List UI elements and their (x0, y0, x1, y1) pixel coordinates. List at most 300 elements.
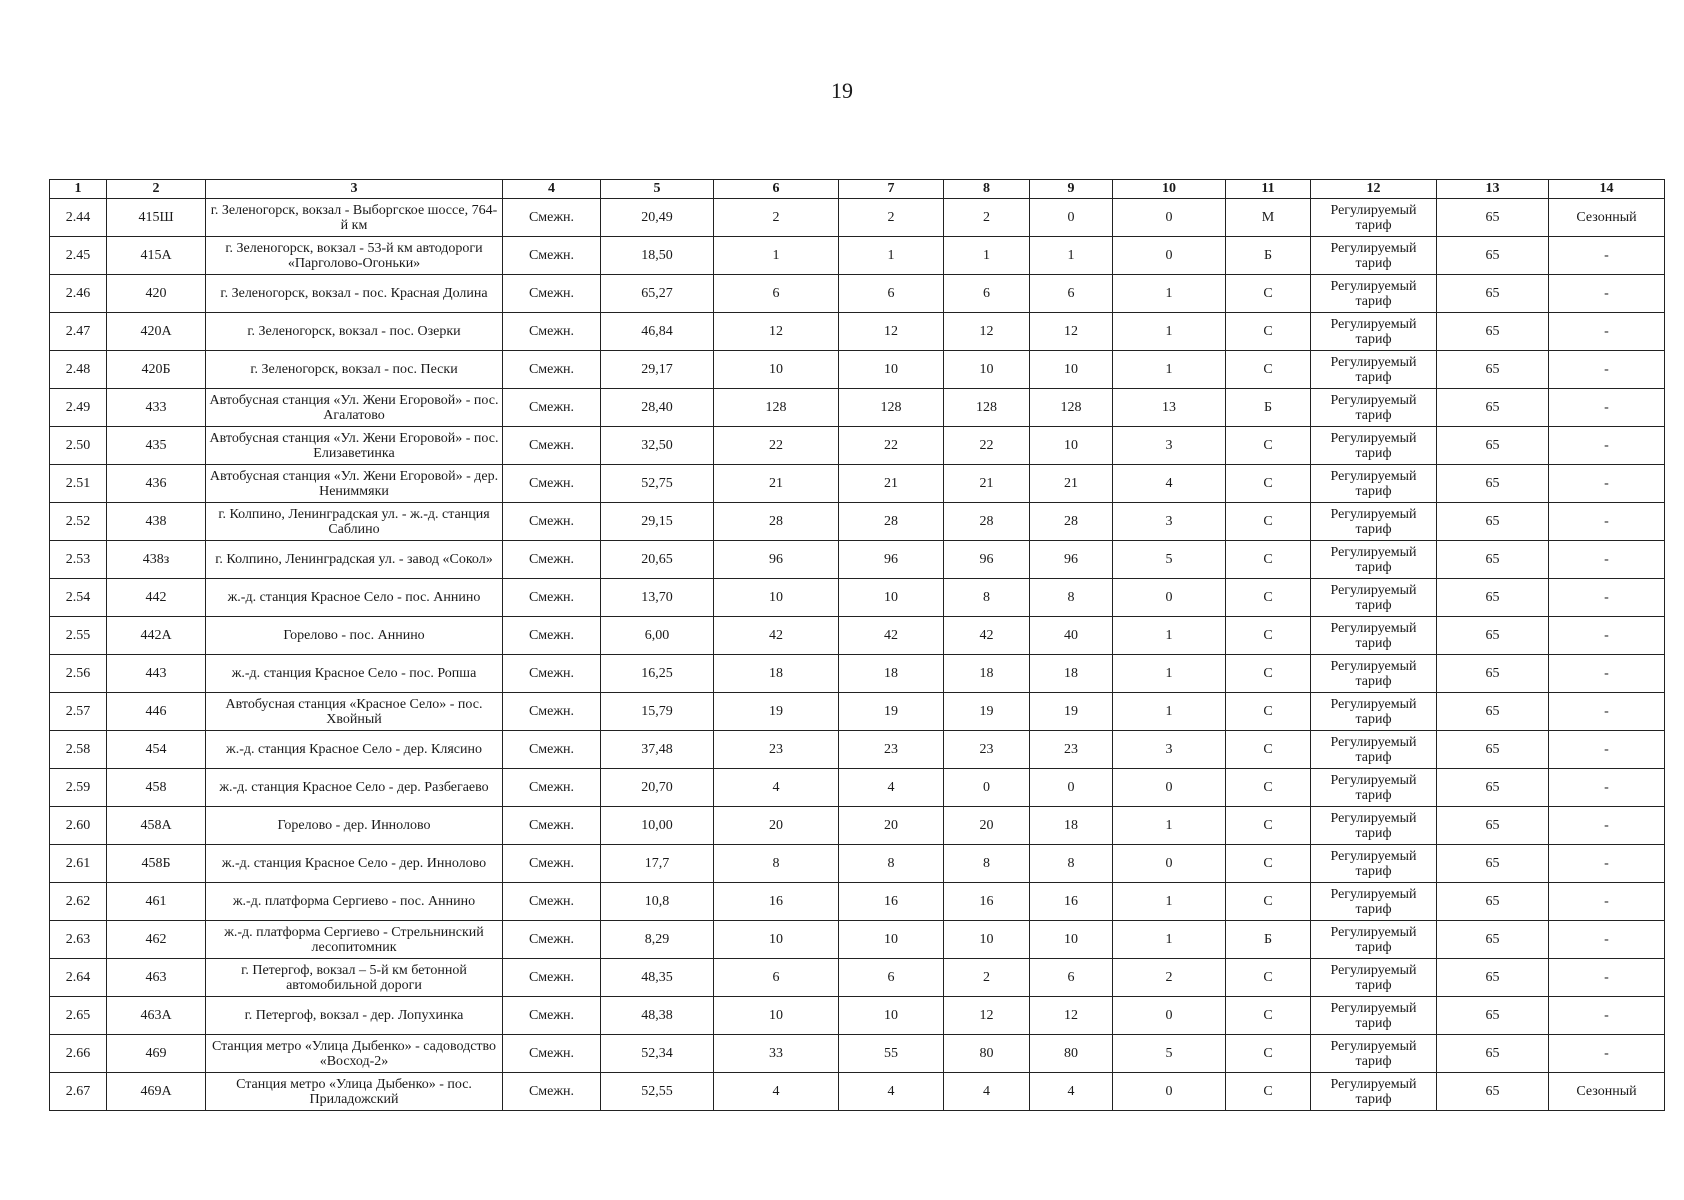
value-col-6: 6 (714, 275, 839, 313)
tariff-type: Регулируемый тариф (1311, 769, 1437, 807)
vehicle-class: С (1226, 313, 1311, 351)
column-header-14: 14 (1549, 180, 1665, 199)
route-length: 10,8 (601, 883, 714, 921)
vehicle-class: С (1226, 693, 1311, 731)
season-note: - (1549, 541, 1665, 579)
season-note: - (1549, 959, 1665, 997)
value-col-7: 42 (839, 617, 944, 655)
value-col-6: 10 (714, 921, 839, 959)
value-col-13: 65 (1437, 503, 1549, 541)
vehicle-class: С (1226, 617, 1311, 655)
tariff-type: Регулируемый тариф (1311, 959, 1437, 997)
value-col-13: 65 (1437, 465, 1549, 503)
value-col-8: 2 (944, 959, 1030, 997)
value-col-13: 65 (1437, 769, 1549, 807)
value-col-6: 33 (714, 1035, 839, 1073)
table-row (50, 541, 1665, 579)
value-col-9: 8 (1030, 845, 1113, 883)
route-name: Станция метро «Улица Дыбенко» - садоводство «Восход-2» (206, 1035, 503, 1073)
route-number: 462 (107, 921, 206, 959)
value-col-7: 22 (839, 427, 944, 465)
season-note: - (1549, 807, 1665, 845)
value-col-9: 12 (1030, 313, 1113, 351)
tariff-type: Регулируемый тариф (1311, 693, 1437, 731)
value-col-13: 65 (1437, 807, 1549, 845)
vehicle-class: С (1226, 1035, 1311, 1073)
route-name: г. Зеленогорск, вокзал - 53-й км автодороги «Парголово-Огоньки» (206, 237, 503, 275)
tariff-type: Регулируемый тариф (1311, 313, 1437, 351)
value-col-10: 0 (1113, 199, 1226, 237)
row-number: 2.49 (50, 389, 107, 427)
route-length: 15,79 (601, 693, 714, 731)
table-row (50, 389, 1665, 427)
value-col-9: 12 (1030, 997, 1113, 1035)
value-col-10: 1 (1113, 313, 1226, 351)
value-col-10: 0 (1113, 769, 1226, 807)
row-number: 2.64 (50, 959, 107, 997)
route-name: Автобусная станция «Ул. Жени Егоровой» - дер. Нениммяки (206, 465, 503, 503)
route-length: 29,17 (601, 351, 714, 389)
value-col-7: 21 (839, 465, 944, 503)
value-col-8: 20 (944, 807, 1030, 845)
route-length: 28,40 (601, 389, 714, 427)
table-row (50, 313, 1665, 351)
value-col-7: 23 (839, 731, 944, 769)
value-col-7: 10 (839, 921, 944, 959)
vehicle-class: С (1226, 579, 1311, 617)
row-number: 2.52 (50, 503, 107, 541)
route-type: Смежн. (503, 807, 601, 845)
season-note: - (1549, 389, 1665, 427)
value-col-9: 0 (1030, 769, 1113, 807)
row-number: 2.44 (50, 199, 107, 237)
route-number: 442А (107, 617, 206, 655)
row-number: 2.56 (50, 655, 107, 693)
value-col-13: 65 (1437, 617, 1549, 655)
season-note: - (1549, 617, 1665, 655)
table-row (50, 503, 1665, 541)
season-note: Сезонный (1549, 199, 1665, 237)
route-name: г. Зеленогорск, вокзал - пос. Красная Долина (206, 275, 503, 313)
table-row (50, 769, 1665, 807)
row-number: 2.60 (50, 807, 107, 845)
value-col-13: 65 (1437, 313, 1549, 351)
value-col-13: 65 (1437, 883, 1549, 921)
tariff-type: Регулируемый тариф (1311, 731, 1437, 769)
season-note: - (1549, 845, 1665, 883)
value-col-10: 3 (1113, 503, 1226, 541)
value-col-6: 16 (714, 883, 839, 921)
season-note: - (1549, 275, 1665, 313)
row-number: 2.66 (50, 1035, 107, 1073)
value-col-8: 21 (944, 465, 1030, 503)
value-col-8: 42 (944, 617, 1030, 655)
row-number: 2.54 (50, 579, 107, 617)
table-row (50, 579, 1665, 617)
season-note: - (1549, 731, 1665, 769)
route-name: г. Зеленогорск, вокзал - пос. Озерки (206, 313, 503, 351)
vehicle-class: М (1226, 199, 1311, 237)
column-header-9: 9 (1030, 180, 1113, 199)
table-row (50, 731, 1665, 769)
value-col-8: 10 (944, 351, 1030, 389)
value-col-7: 10 (839, 997, 944, 1035)
value-col-6: 8 (714, 845, 839, 883)
row-number: 2.62 (50, 883, 107, 921)
value-col-10: 1 (1113, 883, 1226, 921)
value-col-7: 1 (839, 237, 944, 275)
route-number: 458А (107, 807, 206, 845)
value-col-8: 18 (944, 655, 1030, 693)
value-col-13: 65 (1437, 997, 1549, 1035)
row-number: 2.46 (50, 275, 107, 313)
route-length: 52,34 (601, 1035, 714, 1073)
value-col-9: 28 (1030, 503, 1113, 541)
season-note: - (1549, 465, 1665, 503)
value-col-9: 10 (1030, 427, 1113, 465)
value-col-9: 16 (1030, 883, 1113, 921)
vehicle-class: С (1226, 807, 1311, 845)
row-number: 2.53 (50, 541, 107, 579)
row-number: 2.55 (50, 617, 107, 655)
season-note: - (1549, 427, 1665, 465)
value-col-8: 8 (944, 845, 1030, 883)
value-col-9: 23 (1030, 731, 1113, 769)
value-col-9: 18 (1030, 655, 1113, 693)
route-length: 10,00 (601, 807, 714, 845)
value-col-10: 3 (1113, 731, 1226, 769)
value-col-9: 96 (1030, 541, 1113, 579)
route-name: ж.-д. платформа Сергиево - пос. Аннино (206, 883, 503, 921)
route-number: 443 (107, 655, 206, 693)
value-col-9: 6 (1030, 275, 1113, 313)
value-col-13: 65 (1437, 693, 1549, 731)
route-length: 20,70 (601, 769, 714, 807)
route-name: Автобусная станция «Красное Село» - пос. Хвойный (206, 693, 503, 731)
row-number: 2.50 (50, 427, 107, 465)
table-row (50, 465, 1665, 503)
value-col-6: 42 (714, 617, 839, 655)
route-type: Смежн. (503, 769, 601, 807)
route-type: Смежн. (503, 693, 601, 731)
value-col-6: 128 (714, 389, 839, 427)
route-number: 420 (107, 275, 206, 313)
row-number: 2.45 (50, 237, 107, 275)
vehicle-class: С (1226, 427, 1311, 465)
vehicle-class: Б (1226, 921, 1311, 959)
route-type: Смежн. (503, 617, 601, 655)
value-col-8: 10 (944, 921, 1030, 959)
route-name: г. Колпино, Ленинградская ул. - ж.-д. станция Саблино (206, 503, 503, 541)
route-type: Смежн. (503, 655, 601, 693)
value-col-9: 40 (1030, 617, 1113, 655)
value-col-6: 12 (714, 313, 839, 351)
value-col-9: 19 (1030, 693, 1113, 731)
column-header-11: 11 (1226, 180, 1311, 199)
tariff-type: Регулируемый тариф (1311, 465, 1437, 503)
value-col-7: 18 (839, 655, 944, 693)
tariff-type: Регулируемый тариф (1311, 617, 1437, 655)
column-header-6: 6 (714, 180, 839, 199)
route-name: Автобусная станция «Ул. Жени Егоровой» - пос. Елизаветинка (206, 427, 503, 465)
value-col-9: 10 (1030, 921, 1113, 959)
value-col-10: 0 (1113, 579, 1226, 617)
value-col-8: 0 (944, 769, 1030, 807)
row-number: 2.51 (50, 465, 107, 503)
route-length: 20,49 (601, 199, 714, 237)
season-note: - (1549, 883, 1665, 921)
vehicle-class: С (1226, 845, 1311, 883)
tariff-type: Регулируемый тариф (1311, 579, 1437, 617)
route-name: ж.-д. платформа Сергиево - Стрельнинский лесопитомник (206, 921, 503, 959)
vehicle-class: С (1226, 465, 1311, 503)
vehicle-class: С (1226, 541, 1311, 579)
route-name: г. Зеленогорск, вокзал - Выборгское шоссе, 764-й км (206, 199, 503, 237)
value-col-7: 20 (839, 807, 944, 845)
value-col-13: 65 (1437, 351, 1549, 389)
table-row (50, 275, 1665, 313)
value-col-9: 18 (1030, 807, 1113, 845)
route-name: ж.-д. станция Красное Село - дер. Клясино (206, 731, 503, 769)
row-number: 2.48 (50, 351, 107, 389)
value-col-6: 18 (714, 655, 839, 693)
vehicle-class: С (1226, 997, 1311, 1035)
tariff-type: Регулируемый тариф (1311, 503, 1437, 541)
value-col-13: 65 (1437, 275, 1549, 313)
value-col-9: 0 (1030, 199, 1113, 237)
value-col-13: 65 (1437, 655, 1549, 693)
column-header-4: 4 (503, 180, 601, 199)
vehicle-class: С (1226, 1073, 1311, 1111)
tariff-type: Регулируемый тариф (1311, 351, 1437, 389)
value-col-8: 128 (944, 389, 1030, 427)
route-length: 52,55 (601, 1073, 714, 1111)
value-col-13: 65 (1437, 199, 1549, 237)
page-number: 19 (831, 78, 853, 103)
season-note: Сезонный (1549, 1073, 1665, 1111)
value-col-10: 1 (1113, 655, 1226, 693)
route-length: 65,27 (601, 275, 714, 313)
season-note: - (1549, 579, 1665, 617)
vehicle-class: С (1226, 655, 1311, 693)
route-type: Смежн. (503, 275, 601, 313)
tariff-type: Регулируемый тариф (1311, 427, 1437, 465)
column-header-5: 5 (601, 180, 714, 199)
value-col-7: 128 (839, 389, 944, 427)
tariff-type: Регулируемый тариф (1311, 1073, 1437, 1111)
season-note: - (1549, 769, 1665, 807)
season-note: - (1549, 693, 1665, 731)
value-col-8: 23 (944, 731, 1030, 769)
value-col-6: 19 (714, 693, 839, 731)
season-note: - (1549, 351, 1665, 389)
vehicle-class: С (1226, 883, 1311, 921)
table-row (50, 845, 1665, 883)
route-number: 435 (107, 427, 206, 465)
value-col-13: 65 (1437, 541, 1549, 579)
value-col-10: 3 (1113, 427, 1226, 465)
route-number: 420Б (107, 351, 206, 389)
season-note: - (1549, 1035, 1665, 1073)
value-col-8: 2 (944, 199, 1030, 237)
value-col-13: 65 (1437, 1035, 1549, 1073)
header-row (50, 180, 1665, 199)
value-col-10: 1 (1113, 617, 1226, 655)
route-type: Смежн. (503, 313, 601, 351)
row-number: 2.63 (50, 921, 107, 959)
column-header-8: 8 (944, 180, 1030, 199)
route-length: 18,50 (601, 237, 714, 275)
route-length: 29,15 (601, 503, 714, 541)
route-name: Горелово - пос. Аннино (206, 617, 503, 655)
value-col-13: 65 (1437, 921, 1549, 959)
tariff-type: Регулируемый тариф (1311, 1035, 1437, 1073)
route-name: Горелово - дер. Иннолово (206, 807, 503, 845)
value-col-10: 4 (1113, 465, 1226, 503)
route-name: ж.-д. станция Красное Село - дер. Иннолово (206, 845, 503, 883)
value-col-6: 4 (714, 1073, 839, 1111)
route-type: Смежн. (503, 845, 601, 883)
tariff-type: Регулируемый тариф (1311, 655, 1437, 693)
value-col-9: 80 (1030, 1035, 1113, 1073)
route-length: 48,38 (601, 997, 714, 1035)
value-col-10: 0 (1113, 237, 1226, 275)
route-type: Смежн. (503, 997, 601, 1035)
route-number: 461 (107, 883, 206, 921)
value-col-6: 10 (714, 997, 839, 1035)
route-length: 8,29 (601, 921, 714, 959)
value-col-8: 22 (944, 427, 1030, 465)
value-col-9: 6 (1030, 959, 1113, 997)
route-number: 420А (107, 313, 206, 351)
value-col-10: 1 (1113, 351, 1226, 389)
row-number: 2.61 (50, 845, 107, 883)
table-header (50, 180, 1665, 199)
route-type: Смежн. (503, 351, 601, 389)
value-col-13: 65 (1437, 389, 1549, 427)
value-col-6: 2 (714, 199, 839, 237)
table-row (50, 1073, 1665, 1111)
value-col-7: 16 (839, 883, 944, 921)
value-col-7: 2 (839, 199, 944, 237)
value-col-9: 8 (1030, 579, 1113, 617)
value-col-6: 20 (714, 807, 839, 845)
tariff-type: Регулируемый тариф (1311, 807, 1437, 845)
vehicle-class: С (1226, 959, 1311, 997)
value-col-7: 6 (839, 275, 944, 313)
value-col-7: 6 (839, 959, 944, 997)
route-number: 463А (107, 997, 206, 1035)
value-col-9: 21 (1030, 465, 1113, 503)
table-row (50, 693, 1665, 731)
season-note: - (1549, 655, 1665, 693)
column-header-13: 13 (1437, 180, 1549, 199)
column-header-1: 1 (50, 180, 107, 199)
route-name: Автобусная станция «Ул. Жени Егоровой» - пос. Агалатово (206, 389, 503, 427)
vehicle-class: С (1226, 769, 1311, 807)
value-col-8: 12 (944, 313, 1030, 351)
route-type: Смежн. (503, 465, 601, 503)
value-col-9: 1 (1030, 237, 1113, 275)
value-col-7: 28 (839, 503, 944, 541)
season-note: - (1549, 503, 1665, 541)
route-number: 454 (107, 731, 206, 769)
route-length: 13,70 (601, 579, 714, 617)
table-row (50, 959, 1665, 997)
value-col-8: 80 (944, 1035, 1030, 1073)
row-number: 2.57 (50, 693, 107, 731)
value-col-13: 65 (1437, 579, 1549, 617)
tariff-type: Регулируемый тариф (1311, 997, 1437, 1035)
row-number: 2.59 (50, 769, 107, 807)
value-col-8: 4 (944, 1073, 1030, 1111)
value-col-8: 16 (944, 883, 1030, 921)
route-name: г. Петергоф, вокзал – 5-й км бетонной автомобильной дороги (206, 959, 503, 997)
route-number: 469 (107, 1035, 206, 1073)
value-col-7: 4 (839, 1073, 944, 1111)
route-number: 458 (107, 769, 206, 807)
route-type: Смежн. (503, 389, 601, 427)
season-note: - (1549, 237, 1665, 275)
tariff-type: Регулируемый тариф (1311, 199, 1437, 237)
tariff-type: Регулируемый тариф (1311, 541, 1437, 579)
route-number: 446 (107, 693, 206, 731)
route-type: Смежн. (503, 959, 601, 997)
route-length: 37,48 (601, 731, 714, 769)
column-header-12: 12 (1311, 180, 1437, 199)
row-number: 2.58 (50, 731, 107, 769)
value-col-10: 0 (1113, 997, 1226, 1035)
route-number: 438 (107, 503, 206, 541)
table-row (50, 617, 1665, 655)
column-header-7: 7 (839, 180, 944, 199)
value-col-8: 96 (944, 541, 1030, 579)
value-col-13: 65 (1437, 237, 1549, 275)
table-row (50, 1035, 1665, 1073)
value-col-13: 65 (1437, 1073, 1549, 1111)
route-length: 16,25 (601, 655, 714, 693)
value-col-10: 13 (1113, 389, 1226, 427)
value-col-8: 8 (944, 579, 1030, 617)
value-col-8: 19 (944, 693, 1030, 731)
season-note: - (1549, 921, 1665, 959)
vehicle-class: С (1226, 351, 1311, 389)
value-col-10: 1 (1113, 275, 1226, 313)
route-name: Станция метро «Улица Дыбенко» - пос. Приладожский (206, 1073, 503, 1111)
route-type: Смежн. (503, 503, 601, 541)
value-col-8: 28 (944, 503, 1030, 541)
value-col-7: 96 (839, 541, 944, 579)
table-row (50, 997, 1665, 1035)
route-type: Смежн. (503, 883, 601, 921)
value-col-6: 28 (714, 503, 839, 541)
route-type: Смежн. (503, 427, 601, 465)
tariff-type: Регулируемый тариф (1311, 845, 1437, 883)
value-col-10: 5 (1113, 541, 1226, 579)
route-type: Смежн. (503, 579, 601, 617)
table-row (50, 199, 1665, 237)
value-col-10: 1 (1113, 693, 1226, 731)
value-col-13: 65 (1437, 959, 1549, 997)
tariff-type: Регулируемый тариф (1311, 883, 1437, 921)
value-col-13: 65 (1437, 845, 1549, 883)
value-col-6: 96 (714, 541, 839, 579)
route-number: 438з (107, 541, 206, 579)
value-col-7: 4 (839, 769, 944, 807)
value-col-9: 4 (1030, 1073, 1113, 1111)
table-row (50, 883, 1665, 921)
tariff-type: Регулируемый тариф (1311, 237, 1437, 275)
